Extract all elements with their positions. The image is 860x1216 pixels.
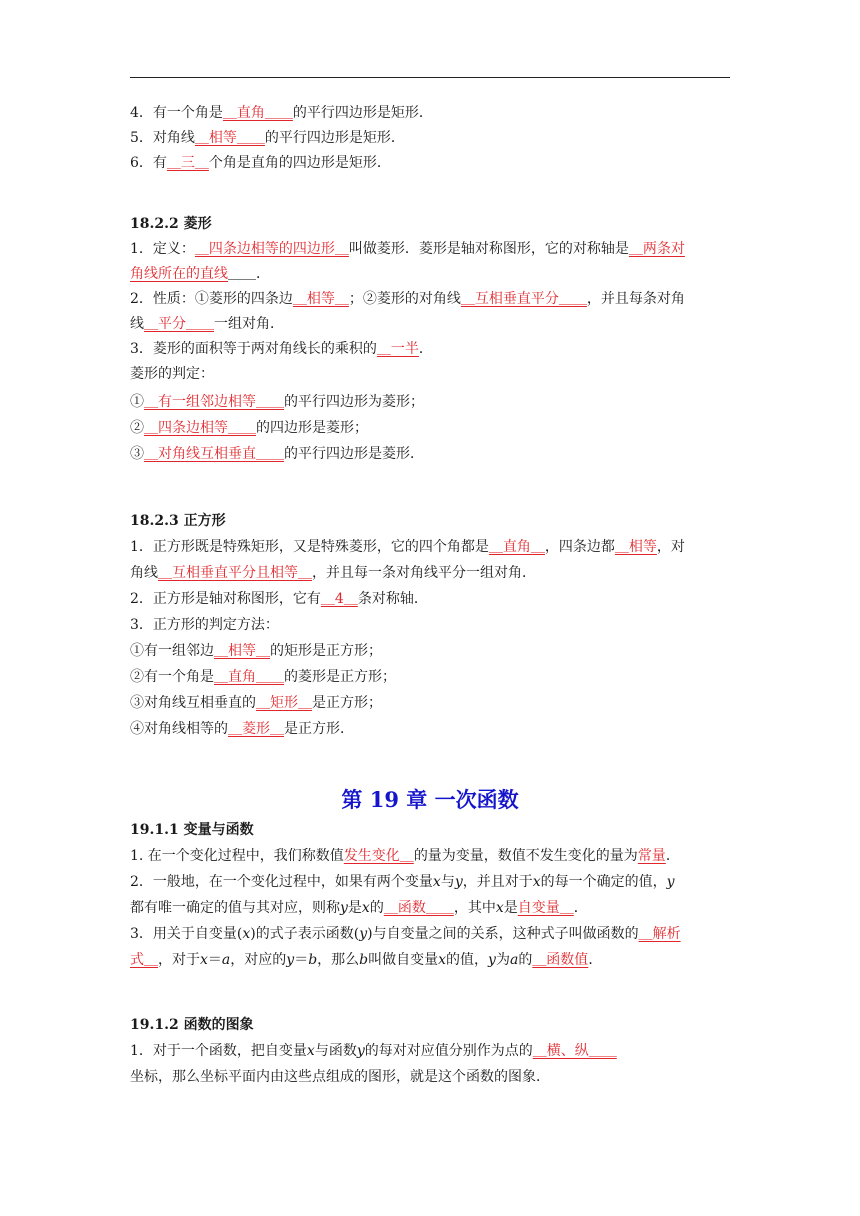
text: 叫做菱形．菱形是轴对称图形，它的对称轴是 bbox=[348, 241, 629, 257]
text: 1．定义： bbox=[130, 241, 195, 257]
answer-blank: ＿直角＿＿ bbox=[222, 105, 293, 121]
square-method-2 bbox=[130, 665, 730, 690]
answer-blank: ＿直角＿ bbox=[488, 539, 545, 555]
rhombus-judge-1 bbox=[130, 390, 730, 415]
variables-p2-cont bbox=[130, 896, 730, 921]
text: 角线 bbox=[130, 565, 158, 581]
rhombus-definition bbox=[130, 237, 730, 262]
answer-blank: ＿横、纵＿＿ bbox=[532, 1043, 617, 1059]
square-method-4 bbox=[130, 717, 730, 742]
answer-blank: ＿有一组邻边相等＿＿ bbox=[144, 394, 284, 410]
graph-p1-cont: 坐标，那么坐标平面内由这些点组成的图形，就是这个函数的图象． bbox=[130, 1069, 550, 1085]
variables-p2 bbox=[130, 870, 730, 895]
variables-p3-cont bbox=[130, 948, 730, 973]
text: 与函数 bbox=[314, 1043, 357, 1059]
square-p3: 3．正方形的判定方法： bbox=[130, 617, 279, 633]
text: ，对 bbox=[656, 539, 685, 555]
var: x bbox=[306, 1043, 315, 1059]
var: x bbox=[495, 900, 504, 916]
text: 都有唯一确定的值与其对应，则称 bbox=[130, 900, 340, 916]
text: 的平行四边形是矩形． bbox=[292, 105, 433, 121]
section-heading-graph: 19.1.2 函数的图象 bbox=[130, 1017, 254, 1033]
text: 的每一个确定的值， bbox=[540, 874, 667, 890]
text: 的四边形是菱形； bbox=[256, 420, 368, 436]
text: 2．正方形是轴对称图形，它有 bbox=[130, 591, 321, 607]
rhombus-area bbox=[130, 337, 730, 362]
text: 的平行四边形是矩形． bbox=[264, 130, 405, 146]
var: b bbox=[359, 952, 369, 968]
text: ③ bbox=[130, 446, 144, 462]
text: 叫做自变量 bbox=[368, 952, 439, 968]
answer-blank: ＿函数＿＿ bbox=[383, 900, 454, 916]
text: ，并且每一条对角线平分一组对角． bbox=[312, 565, 536, 581]
text: ①有一组邻边 bbox=[130, 643, 214, 659]
text: ，其中 bbox=[453, 900, 496, 916]
text: ＝ bbox=[207, 952, 222, 968]
text: 的每对对应值分别作为点的 bbox=[364, 1043, 533, 1059]
answer-blank: ＿平分＿＿ bbox=[144, 316, 214, 332]
answer-blank: ＿相等 bbox=[614, 539, 657, 555]
answer-blank: 式＿ bbox=[130, 952, 158, 968]
answer-blank: ＿相等＿＿ bbox=[194, 130, 265, 146]
text: ，并且每条对角 bbox=[586, 291, 685, 307]
var: x bbox=[200, 952, 208, 968]
answer-blank: ＿四条边相等的四边形＿ bbox=[194, 241, 349, 257]
answer-blank: 常量 bbox=[637, 848, 666, 864]
var: x bbox=[432, 874, 441, 890]
text: 6．有 bbox=[130, 155, 167, 171]
rhombus-definition-cont bbox=[130, 262, 730, 287]
text: 2．一般地，在一个变化过程中，如果有两个变量 bbox=[130, 874, 433, 890]
text: 的平行四边形为菱形； bbox=[284, 394, 424, 410]
text: ；②菱形的对角线 bbox=[348, 291, 461, 307]
var: b bbox=[308, 952, 318, 968]
var: a bbox=[221, 952, 231, 968]
text: 是 bbox=[503, 900, 518, 916]
section-heading-variables: 19.1.1 变量与函数 bbox=[130, 822, 254, 838]
text: 线 bbox=[130, 316, 144, 332]
text: ． bbox=[588, 952, 603, 968]
answer-blank: 发生变化＿ bbox=[343, 848, 414, 864]
text: ，对于 bbox=[158, 952, 200, 968]
var: x bbox=[532, 874, 541, 890]
rhombus-properties-cont bbox=[130, 312, 730, 337]
text: 与 bbox=[440, 874, 455, 890]
answer-blank: ＿四条边相等＿＿ bbox=[144, 420, 256, 436]
chapter-title: 第 19 章 一次函数 bbox=[341, 787, 519, 812]
var: y bbox=[359, 926, 368, 942]
text: 3．菱形的面积等于两对角线长的乘积的 bbox=[130, 341, 377, 357]
answer-blank: ＿菱形＿ bbox=[228, 721, 284, 737]
text: 个角是直角的四边形是矩形． bbox=[208, 155, 391, 171]
text: 是 bbox=[347, 900, 362, 916]
answer-blank: ＿互相垂直平分且相等＿ bbox=[158, 565, 312, 581]
answer-blank: ＿4＿ bbox=[320, 591, 358, 607]
text: 的矩形是正方形； bbox=[270, 643, 382, 659]
rect-criterion-5 bbox=[130, 126, 730, 151]
text: ＿＿． bbox=[228, 266, 270, 282]
answer-blank: ＿三＿ bbox=[166, 155, 209, 171]
rect-criterion-6 bbox=[130, 151, 730, 176]
text: 的值， bbox=[446, 952, 489, 968]
text: 1. 在一个变化过程中，我们称数值 bbox=[130, 848, 344, 864]
square-method-1 bbox=[130, 639, 730, 664]
text: 是正方形； bbox=[312, 695, 382, 711]
rhombus-judge-3 bbox=[130, 442, 730, 467]
text: 的 bbox=[518, 952, 533, 968]
answer-blank: ＿相等＿ bbox=[214, 643, 270, 659]
answer-blank: ＿一半 bbox=[376, 341, 419, 357]
text: ②有一个角是 bbox=[130, 669, 214, 685]
text: ③对角线互相垂直的 bbox=[130, 695, 256, 711]
answer-blank: ＿直角＿＿ bbox=[214, 669, 284, 685]
answer-blank: ＿矩形＿ bbox=[256, 695, 312, 711]
rhombus-judge-2 bbox=[130, 416, 730, 441]
var: y bbox=[356, 1043, 365, 1059]
text: ② bbox=[130, 420, 144, 436]
answer-blank: 角线所在的直线 bbox=[130, 266, 228, 282]
text: )的式子表示函数( bbox=[250, 926, 360, 942]
text: 的量为变量，数值不发生变化的量为 bbox=[413, 848, 638, 864]
var: y bbox=[340, 900, 348, 916]
text: ． bbox=[573, 900, 588, 916]
header-rule bbox=[130, 77, 730, 78]
section-heading-square: 18.2.3 正方形 bbox=[130, 513, 226, 529]
text: ＝ bbox=[294, 952, 309, 968]
text: ，并且对于 bbox=[462, 874, 533, 890]
text: 的菱形是正方形； bbox=[284, 669, 396, 685]
text: 的平行四边形是菱形． bbox=[284, 446, 424, 462]
rect-criterion-4 bbox=[130, 101, 730, 126]
text: 5．对角线 bbox=[130, 130, 195, 146]
answer-blank: ＿相等＿ bbox=[292, 291, 349, 307]
text: ，对应的 bbox=[230, 952, 287, 968]
text: ④对角线相等的 bbox=[130, 721, 228, 737]
variables-p1 bbox=[130, 844, 730, 869]
var: x bbox=[438, 952, 447, 968]
var: a bbox=[509, 952, 519, 968]
variables-p3 bbox=[130, 922, 730, 947]
rhombus-judge-title: 菱形的判定： bbox=[130, 366, 214, 382]
text: 1．对于一个函数，把自变量 bbox=[130, 1043, 307, 1059]
text: ． bbox=[665, 848, 680, 864]
graph-p1 bbox=[130, 1039, 730, 1064]
answer-blank: ＿函数值 bbox=[532, 952, 589, 968]
square-method-3 bbox=[130, 691, 730, 716]
section-heading-rhombus: 18.2.2 菱形 bbox=[130, 216, 212, 232]
text: 是正方形． bbox=[284, 721, 354, 737]
var: x bbox=[361, 900, 370, 916]
square-p2 bbox=[130, 587, 730, 612]
answer-blank: ＿互相垂直平分＿＿ bbox=[460, 291, 587, 307]
answer-blank: ＿对角线互相垂直＿＿ bbox=[144, 446, 284, 462]
text: ． bbox=[418, 341, 433, 357]
text: 一组对角． bbox=[214, 316, 284, 332]
square-p1 bbox=[130, 535, 730, 560]
text: ，四条边都 bbox=[544, 539, 615, 555]
answer-blank: ＿解析 bbox=[638, 926, 681, 942]
var: x bbox=[242, 926, 251, 942]
answer-blank: 自变量＿ bbox=[517, 900, 574, 916]
var: y bbox=[666, 874, 675, 890]
var: y bbox=[488, 952, 496, 968]
var: y bbox=[286, 952, 295, 968]
text: 4．有一个角是 bbox=[130, 105, 223, 121]
text: )与自变量之间的关系，这种式子叫做函数的 bbox=[367, 926, 639, 942]
square-p1-cont bbox=[130, 561, 730, 586]
text: 的 bbox=[369, 900, 384, 916]
var: y bbox=[454, 874, 463, 890]
answer-blank: ＿两条对 bbox=[628, 241, 685, 257]
text: 条对称轴． bbox=[357, 591, 428, 607]
text: 1．正方形既是特殊矩形，又是特殊菱形，它的四个角都是 bbox=[130, 539, 489, 555]
text: ，那么 bbox=[317, 952, 360, 968]
rhombus-properties bbox=[130, 287, 730, 312]
text: ① bbox=[130, 394, 144, 410]
text: 为 bbox=[495, 952, 510, 968]
text: 2．性质：①菱形的四条边 bbox=[130, 291, 293, 307]
text: 3．用关于自变量( bbox=[130, 926, 243, 942]
